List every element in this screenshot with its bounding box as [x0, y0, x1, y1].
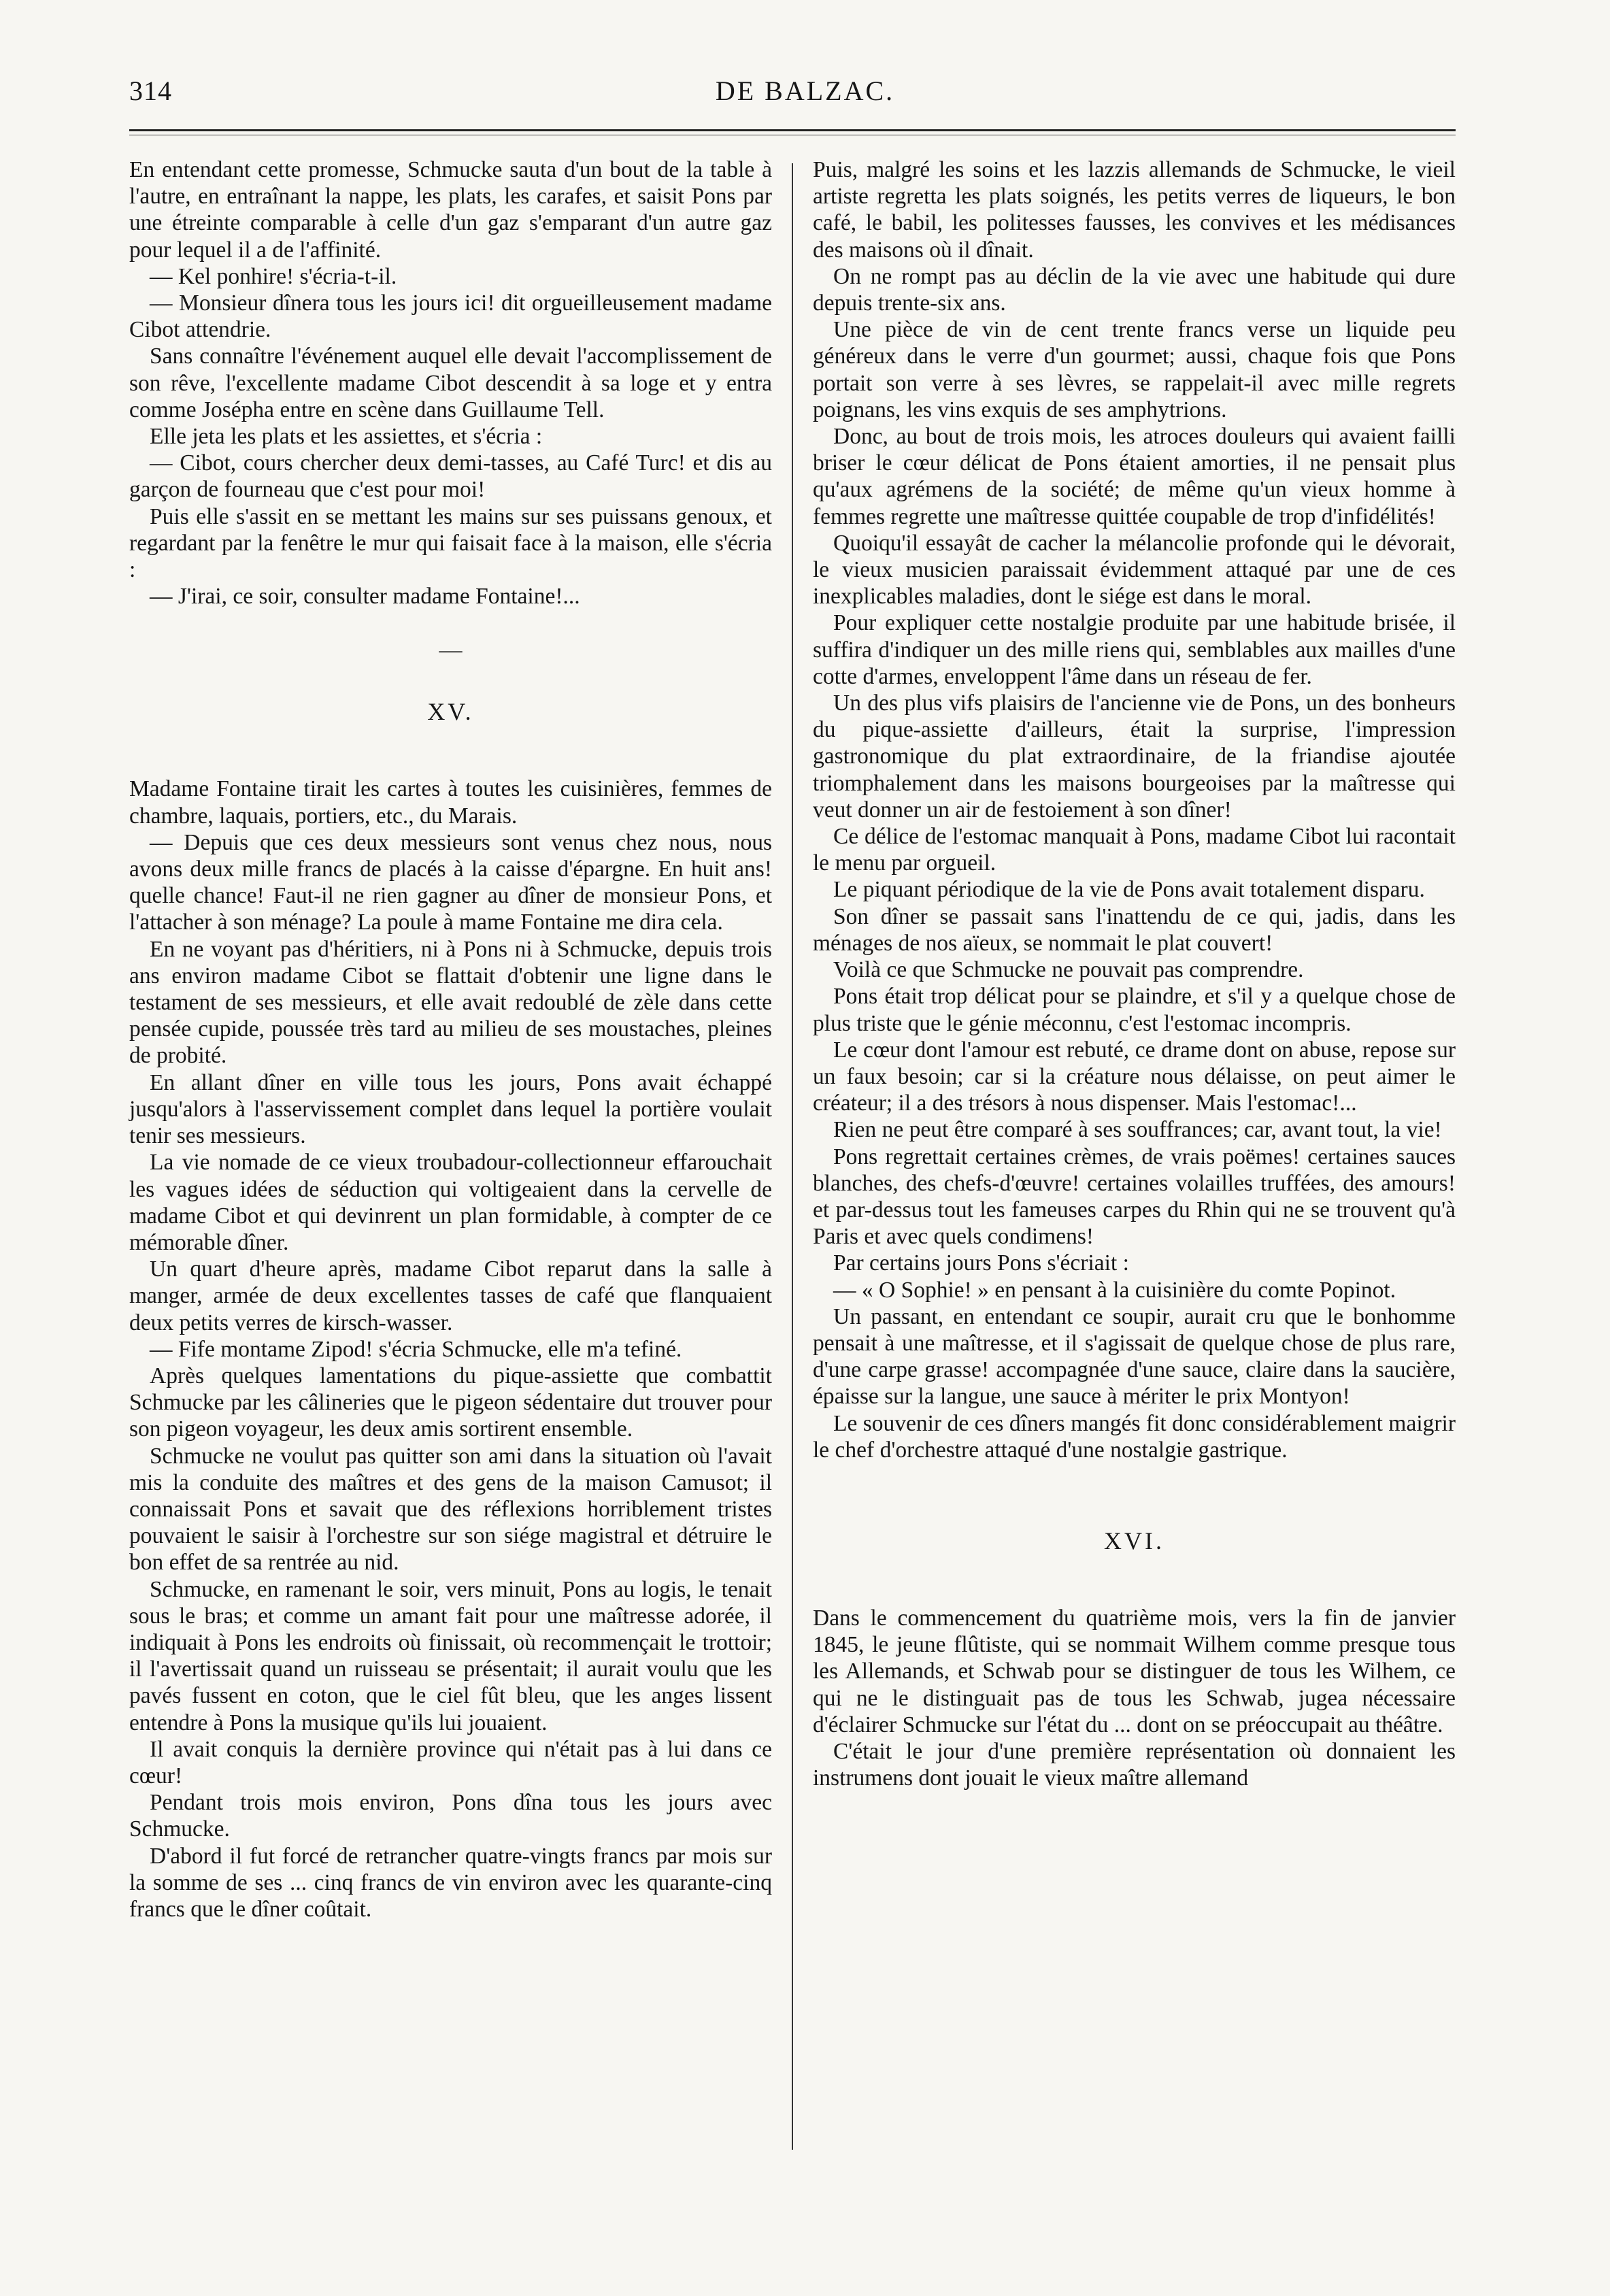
paragraph: On ne rompt pas au déclin de la vie avec une habitude qui dure depuis trente-six ans. — [813, 263, 1456, 316]
paragraph: Voilà ce que Schmucke ne pouvait pas comprendre. — [833, 957, 1304, 983]
paragraph: C'était le jour d'une première représentation où donnaient les instrumens dont jouait le vieux maître allemand — [813, 1738, 1456, 1791]
left-column — [129, 156, 772, 1923]
page-number: 314 — [129, 76, 172, 106]
paragraph: Sans connaître l'événement auquel elle devait l'accomplissement de son rêve, l'excellente madame Cibot descendit à sa loge et y entra comme Josépha entre en scène dans Guillaume Tell. — [129, 344, 772, 422]
paragraph: — Fife montame Zipod! s'écria Schmucke, elle m'a tefiné. — [150, 1336, 682, 1362]
paragraph: Par certains jours Pons s'écriait : — [833, 1250, 1129, 1276]
paragraph: En allant dîner en ville tous les jours, Pons avait échappé jusqu'alors à l'asservissement complet dans lequel la portière voulait tenir ses messieurs. — [129, 1069, 772, 1149]
paragraph: Le souvenir de ces dîners mangés fit donc considérablement maigrir le chef d'orchestre attaqué d'une nostalgie gastrique. — [813, 1410, 1456, 1463]
right-column — [813, 156, 1456, 1791]
paragraph: Il avait conquis la dernière province qui n'était pas à lui dans ce cœur! — [129, 1736, 772, 1788]
paragraph: Quoiqu'il essayât de cacher la mélancolie profonde qui le dévorait, le vieux musicien paraissait évidemment attaqué par une de ces inexplicables maladies, dont le siége est dans le moral. — [813, 530, 1456, 610]
paragraph: — Cibot, cours chercher deux demi-tasses, au Café Turc! et dis au garçon de fourneau que c'est pour moi! — [129, 450, 772, 503]
paragraph: Une pièce de vin de cent trente francs verse un liquide peu généreux dans le verre d'un gourmet; aussi, chaque fois que Pons portait son verre à ses lèvres, se rappelait-il avec mille regrets poignans, les vins exquis de ses amphytrions. — [813, 317, 1456, 422]
section-dash: — — [439, 637, 463, 663]
paragraph: Rien ne peut être comparé à ses souffrances; car, avant tout, la vie! — [833, 1117, 1442, 1143]
paragraph: Puis, malgré les soins et les lazzis allemands de Schmucke, le vieil artiste regretta les plats soignés, les petits verres de liqueurs, le bon café, le babil, les politesses fausses, les convives et les médisances des maisons où il dînait. — [813, 157, 1456, 263]
paragraph: Puis elle s'assit en se mettant les mains sur ses puissans genoux, et regardant par la fenêtre le mur qui faisait face à la maison, elle s'écria : — [129, 503, 772, 583]
paragraph: — J'irai, ce soir, consulter madame Fontaine!... — [150, 584, 580, 610]
paragraph: Dans le commencement du quatrième mois, vers la fin de janvier 1845, le jeune flûtiste, qui se nommait Wilhem comme presque tous les Allemands, et Schwab pour se distinguer de tous les Wilhem, ce qui ne le distinguait pas de tous les Schwab, jugea nécessaire d'éclairer Schmucke sur l'état du ... dont on se préoccupait au théâtre. — [813, 1605, 1456, 1737]
paragraph: Pour expliquer cette nostalgie produite par une habitude brisée, il suffira d'indiquer un des mille riens qui, semblables aux mailles d'une cotte d'armes, enveloppent l'âme dans un réseau de fer. — [813, 610, 1456, 689]
column-divider — [792, 163, 793, 2150]
paragraph: — Kel ponhire! s'écria-t-il. — [150, 263, 397, 289]
paragraph: Ce délice de l'estomac manquait à Pons, madame Cibot lui racontait le menu par orgueil. — [813, 824, 1456, 876]
paragraph: — « O Sophie! » en pensant à la cuisinière du comte Popinot. — [833, 1277, 1396, 1303]
running-head: DE BALZAC. — [715, 76, 895, 106]
paragraph: Donc, au bout de trois mois, les atroces douleurs qui avaient failli briser le cœur délicat de Pons étaient amorties, il ne pensait plus qu'aux agrémens de la société; de même qu'un vieux homme à femmes regrette une maîtresse quittée coupable de trop d'infidélités! — [813, 424, 1456, 529]
paragraph: Le cœur dont l'amour est rebuté, ce drame dont on abuse, repose sur un faux besoin; car si la créature nous délaisse, on peut aimer le créateur; il a des trésors à nous dispenser. Mais l'estomac!... — [813, 1037, 1456, 1116]
paragraph: Après quelques lamentations du pique-assiette que combattit Schmucke par les câlineries que le pigeon sédentaire dut trouver pour son pigeon voyageur, les deux amis sortirent ensemble. — [129, 1363, 772, 1442]
paragraph: Un passant, en entendant ce soupir, aurait cru que le bonhomme pensait à une maîtresse, et il s'agissait de quelque chose de plus rare, d'une carpe grasse! accompagnée d'une sauce, claire dans la saucière, épaisse sur la langue, une sauce à mériter le prix Montyon! — [813, 1303, 1456, 1410]
paragraph: Un quart d'heure après, madame Cibot reparut dans la salle à manger, armée de deux excellentes tasses de café que flanquaient deux petits verres de kirsch-wasser. — [129, 1257, 772, 1335]
paragraph: Elle jeta les plats et les assiettes, et s'écria : — [150, 424, 543, 450]
chapter-heading-xvi: XVI. — [1104, 1527, 1164, 1554]
paragraph: La vie nomade de ce vieux troubadour-collectionneur effarouchait les vagues idées de séduction qui voltigeaient dans la cervelle de madame Cibot et qui devinrent un plan formidable, à compter de ce mémorable dîner. — [129, 1150, 772, 1255]
paragraph: En ne voyant pas d'héritiers, ni à Pons ni à Schmucke, depuis trois ans environ madame Cibot se flattait d'obtenir une ligne dans le testament de ses messieurs, et elle avait redoublé de zèle dans cette pensée cupide, poussée très tard au milieu de ses moustaches, pleines de probité. — [129, 936, 772, 1069]
header-rule — [129, 129, 1456, 131]
paragraph: Madame Fontaine tirait les cartes à toutes les cuisinières, femmes de chambre, laquais, portiers, etc., du Marais. — [129, 776, 772, 829]
paragraph: Pons regrettait certaines crèmes, de vrais poëmes! certaines sauces blanches, des chefs-d'œuvre! certaines volailles truffées, des amours! et par-dessus tout les fameuses carpes du Rhin qui ne se trouvent qu'à Paris et avec quels condimens! — [813, 1144, 1456, 1250]
paragraph: En entendant cette promesse, Schmucke sauta d'un bout de la table à l'autre, en entraînant la nappe, les plats, les carafes, et saisit Pons par une étreinte comparable à celle d'un gaz s'emparant d'un autre gaz pour lequel il a de l'affinité. — [129, 157, 772, 263]
paragraph: Pendant trois mois environ, Pons dîna tous les jours avec Schmucke. — [129, 1790, 772, 1842]
paragraph: Schmucke, en ramenant le soir, vers minuit, Pons au logis, le tenait sous le bras; et comme un amant fait pour une maîtresse adorée, il indiquait à Pons les endroits où finissait, où recommençait le trottoir; il l'avertissait quand un ruisseau se présentait; il aurait voulu que les pavés fussent en coton, que le ciel fût bleu, que les anges lissent entendre à Pons la musique qu'ils lui jouaient. — [129, 1576, 772, 1735]
paragraph: Pons était trop délicat pour se plaindre, et s'il y a quelque chose de plus triste que le génie méconnu, c'est l'estomac incompris. — [813, 984, 1456, 1036]
paragraph: — Monsieur dînera tous les jours ici! dit orgueilleusement madame Cibot attendrie. — [129, 290, 772, 343]
paragraph: Le piquant périodique de la vie de Pons avait totalement disparu. — [833, 877, 1425, 903]
paragraph: D'abord il fut forcé de retrancher quatre-vingts francs par mois sur la somme de ses ... cinq francs de vin environ avec les quarante-cinq francs que le dîner coûtait. — [129, 1843, 772, 1922]
chapter-heading-xv: XV. — [427, 698, 474, 726]
paragraph: Son dîner se passait sans l'inattendu de ce qui, jadis, dans les ménages de nos aïeux, se nommait le plat couvert! — [813, 903, 1456, 956]
paragraph: Un des plus vifs plaisirs de l'ancienne vie de Pons, un des bonheurs du pique-assiette d'ailleurs, était la surprise, l'impression gastronomique du plat extraordinaire, de la friandise ajoutée triomphalement dans les maisons bourgeoises par la maîtresse qui veut donner un air de festoiement à son dîner! — [813, 691, 1456, 822]
paragraph: Schmucke ne voulut pas quitter son ami dans la situation où l'avait mis la conduite des maîtres et des gens de la maison Camusot; il connaissait Pons et savait que des réflexions horriblement tristes pouvaient le saisir à l'orchestre sur son siége magistral et détruire le bon effet de sa rentrée au nid. — [129, 1443, 772, 1576]
paragraph: — Depuis que ces deux messieurs sont venus chez nous, nous avons deux mille francs de placés à la caisse d'épargne. En huit ans! quelle chance! Faut-il ne rien gagner au dîner de monsieur Pons, et l'attacher à son ménage? La poule à mame Fontaine me dira cela. — [129, 829, 772, 935]
page-header — [0, 75, 1610, 116]
